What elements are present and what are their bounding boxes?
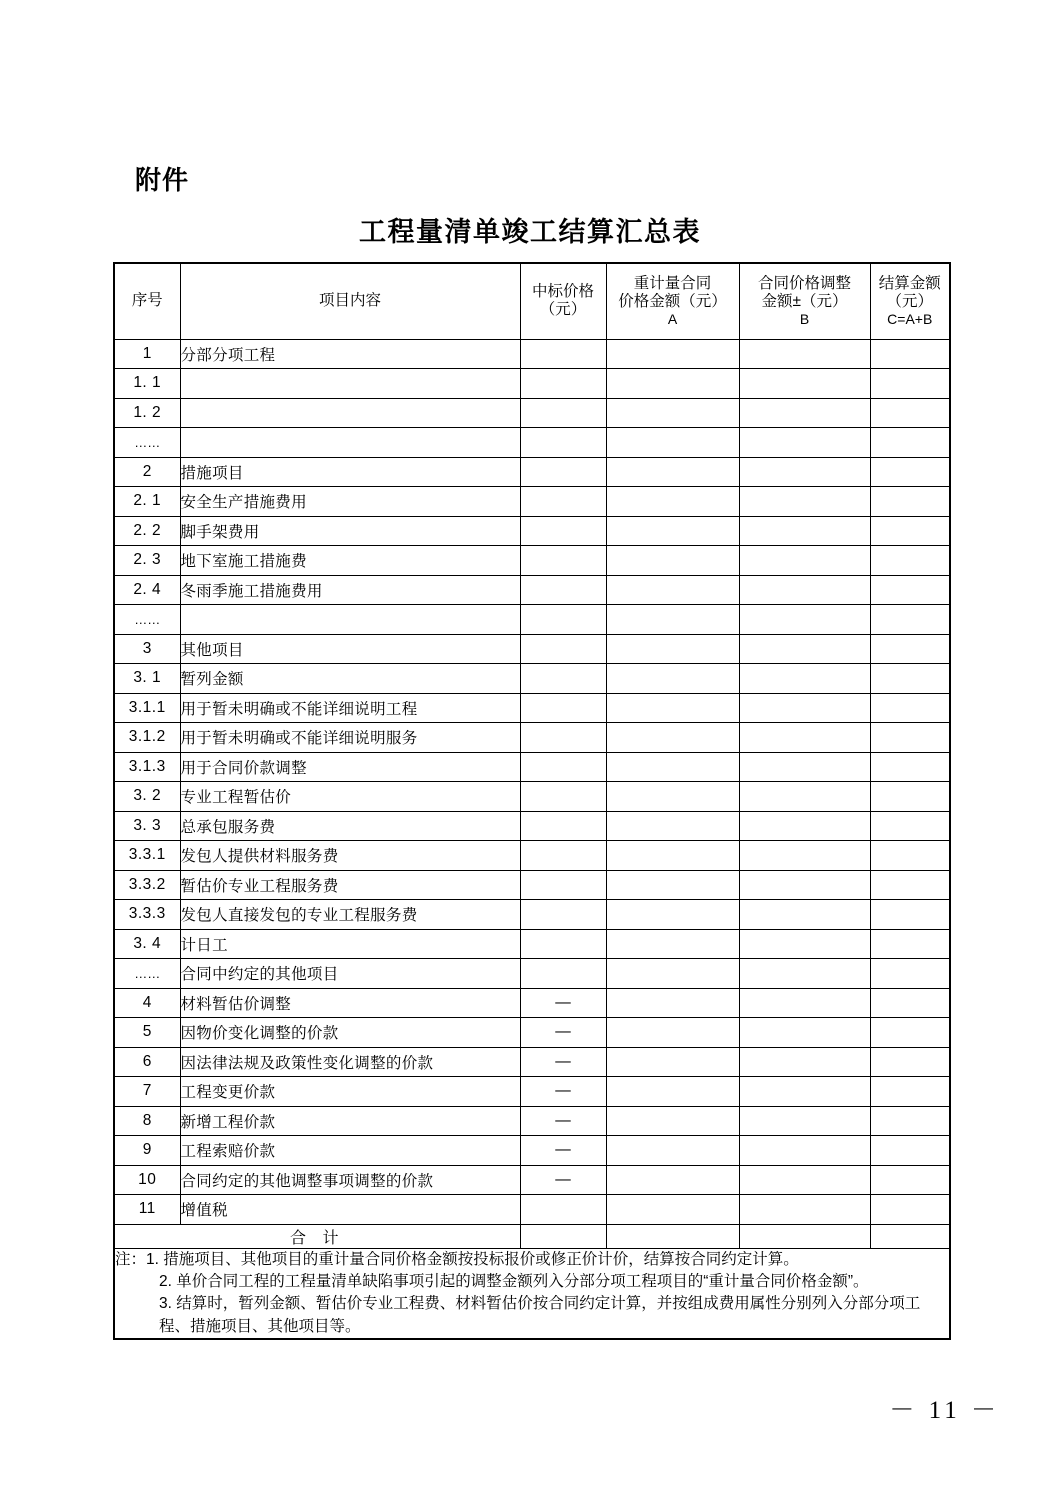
total-remeasure-cell[interactable] (606, 1224, 739, 1248)
row-adjust-amount[interactable] (739, 959, 870, 989)
table-row (114, 900, 950, 930)
row-settlement-amount[interactable] (870, 1165, 950, 1195)
row-adjust-amount[interactable] (739, 457, 870, 487)
row-item-name: 增值税 (180, 1195, 520, 1225)
header-remeasure-line1: 重计量合同 (633, 275, 712, 293)
row-item-name: 新增工程价款 (180, 1106, 520, 1136)
row-item-name: 脚手架费用 (180, 516, 520, 546)
row-adjust-amount[interactable] (739, 634, 870, 664)
row-adjust-amount[interactable] (739, 398, 870, 428)
row-item-name (180, 428, 520, 458)
row-remeasure-amount[interactable] (606, 752, 739, 782)
row-adjust-amount[interactable] (739, 752, 870, 782)
table-row (114, 1018, 950, 1048)
row-bid-price[interactable]: — (520, 1047, 606, 1077)
header-item: 项目内容 (180, 263, 520, 339)
row-bid-price[interactable] (520, 516, 606, 546)
table-row (114, 1165, 950, 1195)
row-remeasure-amount[interactable] (606, 900, 739, 930)
row-adjust-amount[interactable] (739, 369, 870, 399)
header-adjust-line1: 合同价格调整 (757, 275, 851, 293)
row-remeasure-amount[interactable] (606, 516, 739, 546)
row-seq: 3.3.2 (114, 870, 180, 900)
row-adjust-amount[interactable] (739, 575, 870, 605)
row-bid-price[interactable] (520, 339, 606, 369)
table-row (114, 811, 950, 841)
table-row (114, 929, 950, 959)
row-adjust-amount[interactable] (739, 1077, 870, 1107)
row-remeasure-amount[interactable] (606, 723, 739, 753)
table-row (114, 723, 950, 753)
row-bid-price[interactable] (520, 575, 606, 605)
table-row (114, 398, 950, 428)
row-item-name (180, 605, 520, 635)
row-adjust-amount[interactable] (739, 1195, 870, 1225)
row-settlement-amount[interactable] (870, 339, 950, 369)
row-remeasure-amount[interactable] (606, 575, 739, 605)
row-settlement-amount[interactable] (870, 723, 950, 753)
row-item-name: 冬雨季施工措施费用 (180, 575, 520, 605)
row-adjust-amount[interactable] (739, 428, 870, 458)
table-row (114, 516, 950, 546)
row-item-name: 材料暂估价调整 (180, 988, 520, 1018)
row-remeasure-amount[interactable] (606, 811, 739, 841)
header-remeasure-code: A (667, 311, 678, 328)
row-remeasure-amount[interactable] (606, 398, 739, 428)
row-seq: 6 (114, 1047, 180, 1077)
table-row (114, 988, 950, 1018)
row-settlement-amount[interactable] (870, 546, 950, 576)
row-seq: 5 (114, 1018, 180, 1048)
row-bid-price[interactable]: — (520, 1136, 606, 1166)
header-adjust-code: B (799, 311, 810, 328)
row-adjust-amount[interactable] (739, 693, 870, 723)
header-bid-price (520, 263, 606, 339)
notes-row (114, 1248, 950, 1339)
note-2: 2. 单价合同工程的工程量清单缺陷事项引起的调整金额列入分部分项工程项目的“重计量合同价格金额”。 (159, 1272, 869, 1290)
row-item-name: 分部分项工程 (180, 339, 520, 369)
row-item-name: 专业工程暂估价 (180, 782, 520, 812)
row-settlement-amount[interactable] (870, 900, 950, 930)
header-bid-price-line2: （元） (539, 301, 587, 319)
table-row (114, 575, 950, 605)
row-remeasure-amount[interactable] (606, 634, 739, 664)
row-item-name: 其他项目 (180, 634, 520, 664)
row-seq: 3.1.2 (114, 723, 180, 753)
row-remeasure-amount[interactable] (606, 428, 739, 458)
row-item-name: 因法律法规及政策性变化调整的价款 (180, 1047, 520, 1077)
row-adjust-amount[interactable] (739, 605, 870, 635)
row-seq: 3. 4 (114, 929, 180, 959)
row-seq: 2. 4 (114, 575, 180, 605)
header-bid-price-line1: 中标价格 (531, 283, 594, 301)
row-bid-price[interactable] (520, 1195, 606, 1225)
page-number: － 11 － (889, 1397, 1000, 1424)
row-settlement-amount[interactable] (870, 516, 950, 546)
row-adjust-amount[interactable] (739, 516, 870, 546)
total-settlement-cell[interactable] (870, 1224, 950, 1248)
row-seq: 11 (114, 1195, 180, 1225)
row-seq: 8 (114, 1106, 180, 1136)
row-adjust-amount[interactable] (739, 664, 870, 694)
row-settlement-amount[interactable] (870, 782, 950, 812)
table-row (114, 664, 950, 694)
table-footer (114, 1224, 950, 1339)
table-row (114, 457, 950, 487)
table-row (114, 634, 950, 664)
row-bid-price[interactable] (520, 457, 606, 487)
row-seq: 7 (114, 1077, 180, 1107)
total-bid-cell[interactable] (520, 1224, 606, 1248)
row-seq: 2. 1 (114, 487, 180, 517)
table-row (114, 870, 950, 900)
row-bid-price[interactable] (520, 782, 606, 812)
row-settlement-amount[interactable] (870, 575, 950, 605)
row-remeasure-amount[interactable] (606, 959, 739, 989)
row-adjust-amount[interactable] (739, 1018, 870, 1048)
row-seq: 1. 2 (114, 398, 180, 428)
row-remeasure-amount[interactable] (606, 1106, 739, 1136)
row-adjust-amount[interactable] (739, 339, 870, 369)
row-item-name: 暂列金额 (180, 664, 520, 694)
row-settlement-amount[interactable] (870, 428, 950, 458)
row-bid-price[interactable] (520, 841, 606, 871)
row-settlement-amount[interactable] (870, 664, 950, 694)
row-item-name: 用于暂未明确或不能详细说明工程 (180, 693, 520, 723)
table-row (114, 693, 950, 723)
row-seq: 2. 3 (114, 546, 180, 576)
row-seq: …… (114, 605, 180, 635)
row-remeasure-amount[interactable] (606, 1047, 739, 1077)
row-bid-price[interactable] (520, 900, 606, 930)
row-adjust-amount[interactable] (739, 1136, 870, 1166)
row-item-name: 暂估价专业工程服务费 (180, 870, 520, 900)
row-remeasure-amount[interactable] (606, 693, 739, 723)
row-remeasure-amount[interactable] (606, 546, 739, 576)
row-seq: 3 (114, 634, 180, 664)
row-bid-price[interactable] (520, 487, 606, 517)
row-settlement-amount[interactable] (870, 605, 950, 635)
row-item-name: 合同约定的其他调整事项调整的价款 (180, 1165, 520, 1195)
table-row (114, 605, 950, 635)
row-item-name: 工程索赔价款 (180, 1136, 520, 1166)
row-remeasure-amount[interactable] (606, 369, 739, 399)
row-adjust-amount[interactable] (739, 841, 870, 871)
row-bid-price[interactable] (520, 605, 606, 635)
row-bid-price[interactable] (520, 546, 606, 576)
row-bid-price[interactable]: — (520, 1018, 606, 1048)
header-settlement-line1: 结算金额 (878, 275, 941, 293)
row-seq: …… (114, 428, 180, 458)
row-adjust-amount[interactable] (739, 1106, 870, 1136)
table-row (114, 841, 950, 871)
row-remeasure-amount[interactable] (606, 870, 739, 900)
row-item-name: 总承包服务费 (180, 811, 520, 841)
table-row (114, 1195, 950, 1225)
row-bid-price[interactable]: — (520, 1077, 606, 1107)
row-item-name (180, 398, 520, 428)
row-bid-price[interactable]: — (520, 988, 606, 1018)
row-adjust-amount[interactable] (739, 487, 870, 517)
table-row (114, 782, 950, 812)
row-bid-price[interactable] (520, 693, 606, 723)
total-row (114, 1224, 950, 1248)
table-row (114, 959, 950, 989)
row-settlement-amount[interactable] (870, 1077, 950, 1107)
row-seq: 9 (114, 1136, 180, 1166)
summary-table-wrapper (113, 262, 949, 1340)
page-title: 工程量清单竣工结算汇总表 (359, 217, 701, 247)
row-adjust-amount[interactable] (739, 1047, 870, 1077)
table-row (114, 1136, 950, 1166)
table-row (114, 428, 950, 458)
row-adjust-amount[interactable] (739, 811, 870, 841)
row-settlement-amount[interactable] (870, 1136, 950, 1166)
table-row (114, 487, 950, 517)
row-item-name: 用于合同价款调整 (180, 752, 520, 782)
row-seq: 1 (114, 339, 180, 369)
row-bid-price[interactable] (520, 959, 606, 989)
row-seq: 3. 3 (114, 811, 180, 841)
header-adjust-line2: 金额±（元） (761, 293, 848, 311)
row-item-name: 地下室施工措施费 (180, 546, 520, 576)
notes-cell (114, 1248, 950, 1339)
row-adjust-amount[interactable] (739, 900, 870, 930)
row-bid-price[interactable] (520, 752, 606, 782)
row-bid-price[interactable] (520, 870, 606, 900)
row-bid-price[interactable] (520, 664, 606, 694)
row-settlement-amount[interactable] (870, 811, 950, 841)
table-row (114, 339, 950, 369)
row-bid-price[interactable] (520, 811, 606, 841)
row-item-name: 因物价变化调整的价款 (180, 1018, 520, 1048)
row-adjust-amount[interactable] (739, 988, 870, 1018)
header-remeasure-line2: 价格金额（元） (618, 293, 727, 311)
header-settlement (870, 263, 950, 339)
row-remeasure-amount[interactable] (606, 605, 739, 635)
row-item-name: 安全生产措施费用 (180, 487, 520, 517)
table-header (114, 263, 950, 339)
total-adjust-cell[interactable] (739, 1224, 870, 1248)
row-bid-price[interactable]: — (520, 1165, 606, 1195)
row-item-name: 计日工 (180, 929, 520, 959)
row-adjust-amount[interactable] (739, 546, 870, 576)
table-row (114, 1047, 950, 1077)
row-settlement-amount[interactable] (870, 1195, 950, 1225)
row-item-name: 发包人提供材料服务费 (180, 841, 520, 871)
row-settlement-amount[interactable] (870, 369, 950, 399)
header-seq: 序号 (114, 263, 180, 339)
header-remeasure (606, 263, 739, 339)
row-remeasure-amount[interactable] (606, 339, 739, 369)
row-item-name: 工程变更价款 (180, 1077, 520, 1107)
row-seq: 2 (114, 457, 180, 487)
row-bid-price[interactable]: — (520, 1106, 606, 1136)
header-settlement-code: C=A+B (887, 311, 933, 328)
row-settlement-amount[interactable] (870, 487, 950, 517)
row-seq: …… (114, 959, 180, 989)
row-remeasure-amount[interactable] (606, 457, 739, 487)
row-settlement-amount[interactable] (870, 959, 950, 989)
table-row (114, 546, 950, 576)
row-item-name: 用于暂未明确或不能详细说明服务 (180, 723, 520, 753)
row-adjust-amount[interactable] (739, 929, 870, 959)
row-remeasure-amount[interactable] (606, 841, 739, 871)
row-item-name: 措施项目 (180, 457, 520, 487)
row-seq: 1. 1 (114, 369, 180, 399)
row-adjust-amount[interactable] (739, 723, 870, 753)
row-seq: 3.1.3 (114, 752, 180, 782)
total-label: 合 计 (114, 1224, 520, 1248)
row-bid-price[interactable] (520, 428, 606, 458)
row-settlement-amount[interactable] (870, 693, 950, 723)
row-seq: 3.3.1 (114, 841, 180, 871)
row-seq: 3. 2 (114, 782, 180, 812)
row-remeasure-amount[interactable] (606, 664, 739, 694)
table-row (114, 369, 950, 399)
row-seq: 3.1.1 (114, 693, 180, 723)
row-settlement-amount[interactable] (870, 1018, 950, 1048)
row-remeasure-amount[interactable] (606, 1018, 739, 1048)
row-settlement-amount[interactable] (870, 988, 950, 1018)
table-row (114, 1106, 950, 1136)
row-item-name: 发包人直接发包的专业工程服务费 (180, 900, 520, 930)
row-seq: 3.3.3 (114, 900, 180, 930)
row-remeasure-amount[interactable] (606, 1195, 739, 1225)
row-seq: 3. 1 (114, 664, 180, 694)
row-adjust-amount[interactable] (739, 782, 870, 812)
table-row (114, 1077, 950, 1107)
row-seq: 10 (114, 1165, 180, 1195)
row-item-name: 合同中约定的其他项目 (180, 959, 520, 989)
row-settlement-amount[interactable] (870, 1047, 950, 1077)
attachment-label: 附件 (135, 166, 190, 195)
row-seq: 2. 2 (114, 516, 180, 546)
header-settlement-line2: （元） (886, 293, 933, 311)
row-settlement-amount[interactable] (870, 870, 950, 900)
row-remeasure-amount[interactable] (606, 1136, 739, 1166)
row-settlement-amount[interactable] (870, 398, 950, 428)
row-remeasure-amount[interactable] (606, 487, 739, 517)
row-remeasure-amount[interactable] (606, 782, 739, 812)
row-bid-price[interactable] (520, 929, 606, 959)
note-3: 3. 结算时，暂列金额、暂估价专业工程费、材料暂估价按合同约定计算，并按组成费用属性分别列入分部分项工程、措施项目、其他项目等。 (159, 1295, 921, 1335)
row-settlement-amount[interactable] (870, 457, 950, 487)
row-adjust-amount[interactable] (739, 870, 870, 900)
row-remeasure-amount[interactable] (606, 1165, 739, 1195)
row-settlement-amount[interactable] (870, 752, 950, 782)
table-row (114, 752, 950, 782)
row-bid-price[interactable] (520, 369, 606, 399)
row-seq: 4 (114, 988, 180, 1018)
row-remeasure-amount[interactable] (606, 1077, 739, 1107)
note-1: 注：1. 措施项目、其他项目的重计量合同价格金额按投标报价或修正价计价，结算按合同约定计算。 (115, 1250, 799, 1268)
row-bid-price[interactable] (520, 634, 606, 664)
row-settlement-amount[interactable] (870, 634, 950, 664)
row-item-name (180, 369, 520, 399)
row-remeasure-amount[interactable] (606, 929, 739, 959)
row-settlement-amount[interactable] (870, 1106, 950, 1136)
summary-table (113, 262, 951, 1340)
row-settlement-amount[interactable] (870, 841, 950, 871)
row-adjust-amount[interactable] (739, 1165, 870, 1195)
table-body (114, 339, 950, 1224)
row-settlement-amount[interactable] (870, 929, 950, 959)
row-bid-price[interactable] (520, 398, 606, 428)
row-remeasure-amount[interactable] (606, 988, 739, 1018)
row-bid-price[interactable] (520, 723, 606, 753)
header-adjust (739, 263, 870, 339)
